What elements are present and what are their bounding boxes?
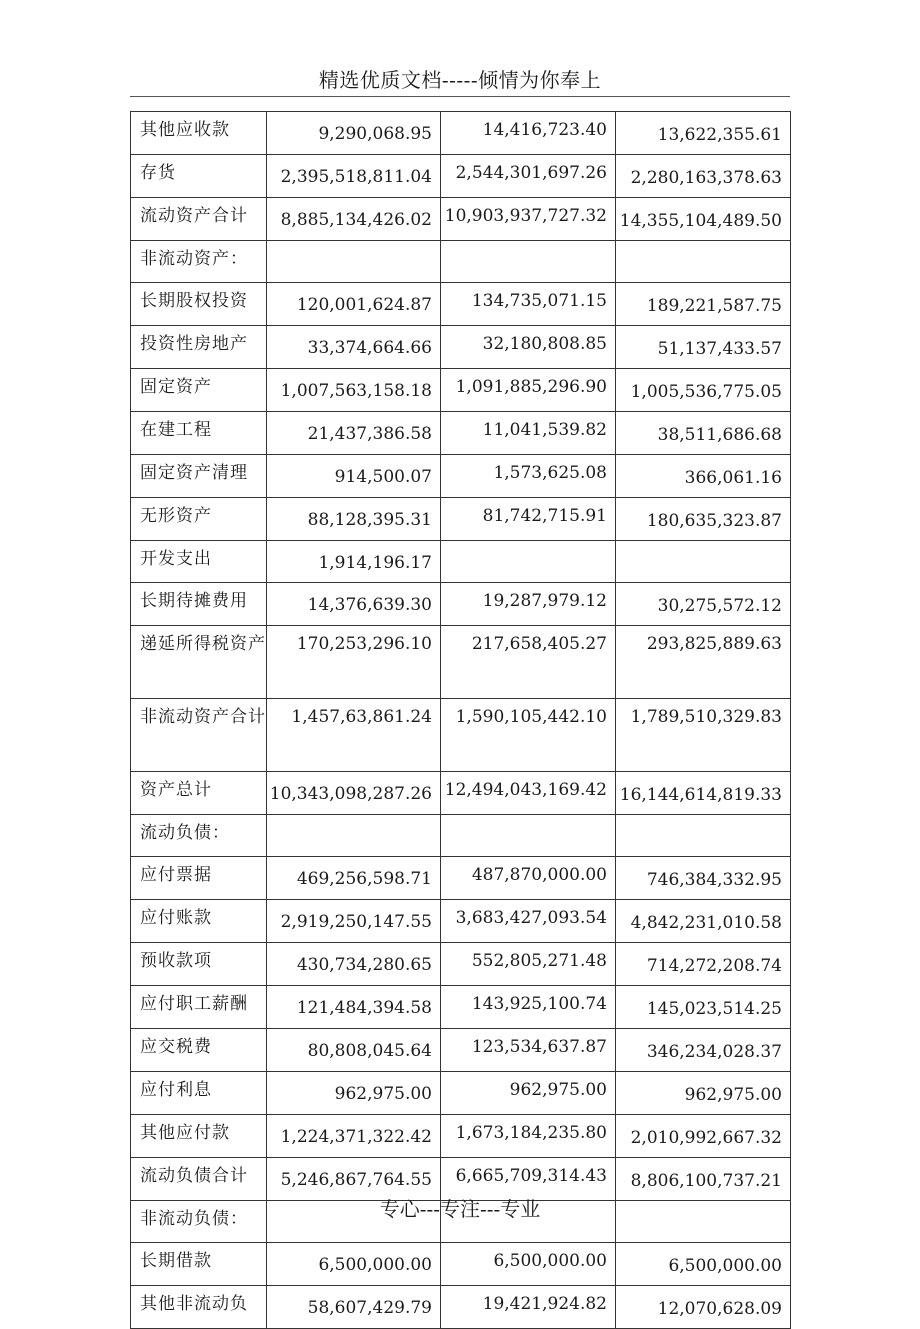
value-col-2: 123,534,637.87 [441,1029,616,1072]
table-row [131,815,791,857]
value-col-1: 914,500.07 [267,455,441,498]
row-label: 固定资产 [131,369,267,412]
table-row [131,1286,791,1329]
value-col-3: 189,221,587.75 [616,283,791,326]
row-label: 应付职工薪酬 [131,986,267,1029]
row-label: 非流动资产： [131,241,267,283]
value-col-2: 552,805,271.48 [441,943,616,986]
table-row [131,900,791,943]
row-label: 其他非流动负 [131,1286,267,1329]
row-label: 非流动负债： [131,1201,267,1243]
value-col-1: 5,246,867,764.55 [267,1158,441,1201]
page-footer: 专心---专注---专业 [379,1197,541,1221]
value-col-2: 6,500,000.00 [441,1243,616,1286]
value-col-1: 120,001,624.87 [267,283,441,326]
value-col-2: 217,658,405.27 [441,626,616,699]
value-col-3: 13,622,355.61 [616,112,791,155]
row-label: 应付票据 [131,857,267,900]
header-rule [130,96,790,97]
value-col-3: 12,070,628.09 [616,1286,791,1329]
table-row [131,112,791,155]
value-col-1: 33,374,664.66 [267,326,441,369]
value-col-3: 714,272,208.74 [616,943,791,986]
value-col-2: 1,573,625.08 [441,455,616,498]
value-col-1: 170,253,296.10 [267,626,441,699]
table-row [131,283,791,326]
value-col-2 [441,241,616,283]
balance-sheet-table [130,111,791,1329]
table-row [131,626,791,699]
table-row [131,699,791,772]
row-label: 流动负债： [131,815,267,857]
value-col-3: 180,635,323.87 [616,498,791,541]
value-col-3: 1,005,536,775.05 [616,369,791,412]
value-col-2: 6,665,709,314.43 [441,1158,616,1201]
value-col-1: 8,885,134,426.02 [267,198,441,241]
row-label: 存货 [131,155,267,198]
value-col-1 [267,815,441,857]
table-row [131,986,791,1029]
value-col-1: 80,808,045.64 [267,1029,441,1072]
table-row [131,1072,791,1115]
value-col-2: 14,416,723.40 [441,112,616,155]
value-col-1: 21,437,386.58 [267,412,441,455]
row-label: 流动资产合计 [131,198,267,241]
value-col-3: 6,500,000.00 [616,1243,791,1286]
value-col-3 [616,815,791,857]
value-col-3: 51,137,433.57 [616,326,791,369]
table-row [131,1029,791,1072]
value-col-1: 14,376,639.30 [267,583,441,626]
value-col-2: 2,544,301,697.26 [441,155,616,198]
value-col-3: 2,010,992,667.32 [616,1115,791,1158]
table-row [131,943,791,986]
table-row [131,155,791,198]
value-col-2 [441,815,616,857]
value-col-1: 2,395,518,811.04 [267,155,441,198]
table-row [131,498,791,541]
value-col-2: 3,683,427,093.54 [441,900,616,943]
row-label: 开发支出 [131,541,267,583]
value-col-2: 1,091,885,296.90 [441,369,616,412]
table-row [131,857,791,900]
value-col-3: 746,384,332.95 [616,857,791,900]
row-label: 非流动资产合计 [131,699,267,772]
value-col-1: 58,607,429.79 [267,1286,441,1329]
value-col-1: 88,128,395.31 [267,498,441,541]
value-col-2: 11,041,539.82 [441,412,616,455]
value-col-3: 14,355,104,489.50 [616,198,791,241]
table-row [131,541,791,583]
value-col-1: 1,914,196.17 [267,541,441,583]
value-col-2: 143,925,100.74 [441,986,616,1029]
row-label: 长期股权投资 [131,283,267,326]
row-label: 应付账款 [131,900,267,943]
table-row [131,198,791,241]
value-col-3: 16,144,614,819.33 [616,772,791,815]
row-label: 长期借款 [131,1243,267,1286]
value-col-2: 1,673,184,235.80 [441,1115,616,1158]
row-label: 无形资产 [131,498,267,541]
value-col-1 [267,241,441,283]
value-col-3: 30,275,572.12 [616,583,791,626]
value-col-3: 145,023,514.25 [616,986,791,1029]
row-label: 资产总计 [131,772,267,815]
row-label: 在建工程 [131,412,267,455]
value-col-2: 134,735,071.15 [441,283,616,326]
value-col-1: 121,484,394.58 [267,986,441,1029]
value-col-1: 1,224,371,322.42 [267,1115,441,1158]
value-col-2: 962,975.00 [441,1072,616,1115]
row-label: 递延所得税资产 [131,626,267,699]
row-label: 预收款项 [131,943,267,986]
value-col-1: 469,256,598.71 [267,857,441,900]
value-col-1: 1,457,63,861.24 [267,699,441,772]
row-label: 固定资产清理 [131,455,267,498]
value-col-3: 2,280,163,378.63 [616,155,791,198]
value-col-1: 2,919,250,147.55 [267,900,441,943]
value-col-2: 487,870,000.00 [441,857,616,900]
value-col-1: 6,500,000.00 [267,1243,441,1286]
table-row [131,412,791,455]
table-row [131,369,791,412]
value-col-1: 1,007,563,158.18 [267,369,441,412]
row-label: 其他应收款 [131,112,267,155]
value-col-1: 10,343,098,287.26 [267,772,441,815]
value-col-3 [616,541,791,583]
value-col-2 [441,541,616,583]
row-label: 应付利息 [131,1072,267,1115]
value-col-1: 962,975.00 [267,1072,441,1115]
page-header: 精选优质文档-----倾情为你奉上 [318,68,602,92]
value-col-3: 38,511,686.68 [616,412,791,455]
value-col-2: 81,742,715.91 [441,498,616,541]
value-col-2: 19,287,979.12 [441,583,616,626]
table-row [131,241,791,283]
value-col-3: 1,789,510,329.83 [616,699,791,772]
table-row [131,326,791,369]
table-row [131,1243,791,1286]
row-label: 投资性房地产 [131,326,267,369]
row-label: 其他应付款 [131,1115,267,1158]
value-col-2: 19,421,924.82 [441,1286,616,1329]
value-col-1: 430,734,280.65 [267,943,441,986]
value-col-3: 8,806,100,737.21 [616,1158,791,1201]
row-label: 长期待摊费用 [131,583,267,626]
value-col-3: 346,234,028.37 [616,1029,791,1072]
table-row [131,1115,791,1158]
value-col-2: 1,590,105,442.10 [441,699,616,772]
value-col-3: 366,061.16 [616,455,791,498]
row-label: 流动负债合计 [131,1158,267,1201]
value-col-3: 962,975.00 [616,1072,791,1115]
table-row [131,455,791,498]
value-col-1: 9,290,068.95 [267,112,441,155]
table-row [131,772,791,815]
value-col-3 [616,241,791,283]
value-col-2: 32,180,808.85 [441,326,616,369]
table-row [131,583,791,626]
row-label: 应交税费 [131,1029,267,1072]
value-col-2: 12,494,043,169.42 [441,772,616,815]
value-col-3: 4,842,231,010.58 [616,900,791,943]
value-col-3: 293,825,889.63 [616,626,791,699]
value-col-2: 10,903,937,727.32 [441,198,616,241]
